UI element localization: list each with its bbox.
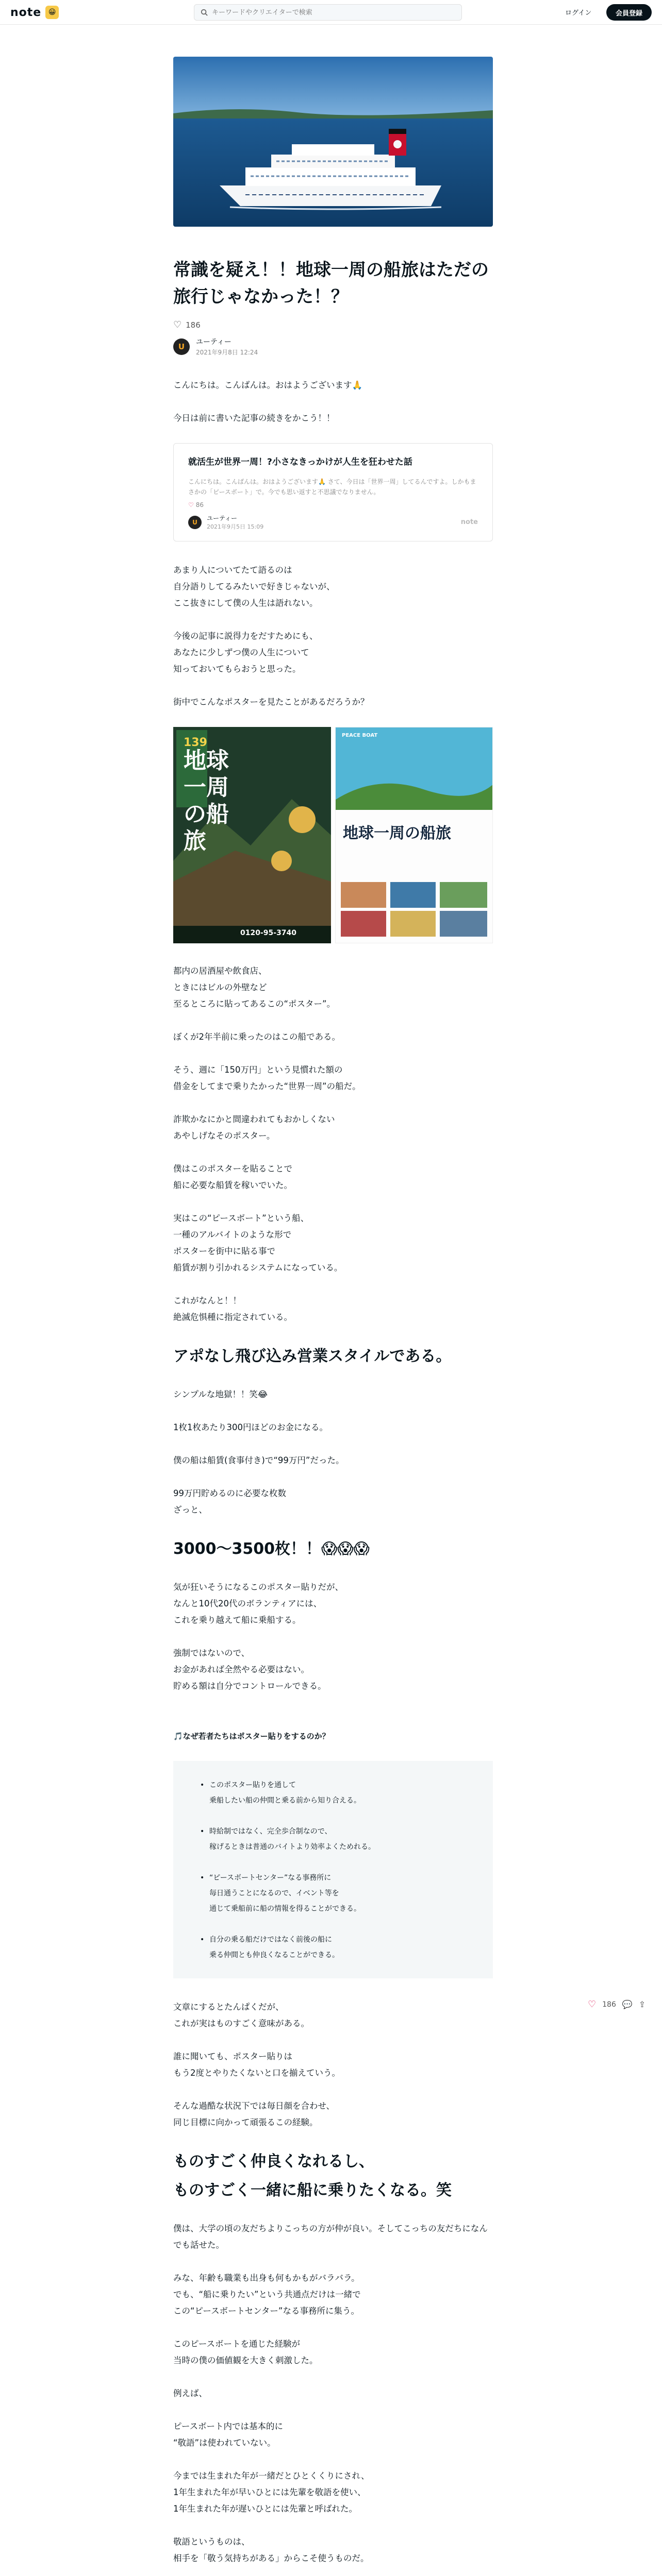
paragraph: 敬語というものは、 相手を「敬う気持ちがある」からこそ使うものだ。 xyxy=(173,2537,369,2563)
poster-left-price: 139 xyxy=(184,736,207,749)
like-count: 186 xyxy=(186,320,201,330)
paragraph: 都内の居酒屋や飲食店、 ときにはビルの外壁など 至るところに貼ってあるこの“ポスター”。 xyxy=(173,966,336,1009)
poster-images xyxy=(173,727,493,943)
paragraph: 今後の記事に説得力をだすためにも、 あなたに少しずつ僕の人生について 知っておいてもらおうと思った。 xyxy=(173,631,318,674)
paragraph: そんな過酷な状況下では毎日顔を合わせ、 同じ目標に向かって頑張るこの経験。 xyxy=(173,2101,335,2127)
search-icon xyxy=(201,9,208,16)
section-heading: 3000〜3500枚！！😱😱😱 xyxy=(173,1540,370,1558)
list-item: • 時給制ではなく、完全歩合制なので、 稼げるときは普通のバイトより効率よくためれる。 xyxy=(200,1824,472,1855)
top-header xyxy=(0,0,662,25)
chat-icon[interactable]: 💬 xyxy=(622,1999,633,2009)
note-logo[interactable] xyxy=(10,6,59,19)
embed-like-row xyxy=(188,501,478,509)
logo-text: note xyxy=(10,6,42,19)
paragraph: 僕はこのポスターを貼ることで 船に必要な船賃を稼いでいた。 xyxy=(173,1164,292,1190)
paragraph: 99万円貯めるのに必要な枚数 ざっと、 xyxy=(173,1488,286,1515)
hero-image xyxy=(173,57,493,227)
embed-like-count: 86 xyxy=(195,501,204,509)
article-body xyxy=(173,377,493,2576)
heart-icon[interactable]: ♡ xyxy=(588,1999,597,2010)
paragraph: 僕の船は船賃(食事付き)で“99万円”だった。 xyxy=(173,1455,344,1465)
article-column xyxy=(173,57,493,2576)
list-item: • 自分の乗る船だけではなく前後の船に 乗る仲間とも仲良くなることができる。 xyxy=(200,1932,472,1963)
paragraph: 詐欺かなにかと間違われてもおかしくない あやしげなそのポスター。 xyxy=(173,1114,335,1141)
signup-button[interactable]: 会員登録 xyxy=(606,4,652,21)
author-name[interactable]: ユーティー xyxy=(196,338,231,346)
article-title: 常識を疑え！！地球一周の船旅はただの旅行じゃなかった！？ xyxy=(173,260,489,307)
paragraph: 今までは生まれた年が一緒だとひとくくりにされ、 1年生まれた年が早いひとには先輩を敬語を使い、 1年生まれた年が遅いひとには先輩と呼ばれた。 xyxy=(173,2471,370,2514)
like-row xyxy=(173,319,493,330)
embed-author-avatar: U xyxy=(188,516,202,529)
publish-date: 2021年9月8日 12:24 xyxy=(196,349,258,356)
poster-left-image xyxy=(173,727,331,943)
paragraph: 僕は、大学の頃の友だちよりこっちの方が仲が良い。そしてこっちの友だちになんでも話せた。 xyxy=(173,2224,488,2250)
list-item: • “ピースボートセンター”なる事務所に 毎日通うことになるので、イベント等を 通じて乗船前に船の情報を得ることができる。 xyxy=(200,1870,472,1917)
heart-outline-icon: ♡ xyxy=(188,501,194,509)
paragraph: みな、年齢も職業も出身も何もかもがバラバラ。 でも、“船に乗りたい”という共通点だけは一緒で この“ピースボートセンター”なる事務所に集う。 xyxy=(173,2273,361,2316)
paragraph: 1枚1枚あたり300円ほどのお金になる。 xyxy=(173,1422,328,1432)
embed-brand-logo: note xyxy=(460,518,478,526)
search-box[interactable] xyxy=(194,4,462,21)
embed-excerpt: こんにちは。こんばんは。おはようございます🙏 さて、今日は「世界一周」してるんですよ。しかもまさかの「ピースボート」で。今でも思い返すと不思議でなりません。 xyxy=(188,478,476,496)
embed-author xyxy=(188,514,478,531)
paragraph: 今日は前に書いた記事の続きをかこう！！ xyxy=(173,413,335,423)
paragraph: 文章にするとたんぱくだが、 これが実はものすごく意味がある。 xyxy=(173,2002,309,2028)
poster-left-title: 地球一周の船旅 xyxy=(184,748,229,854)
embed-date: 2021年9月5日 15:09 xyxy=(207,523,264,530)
paragraph: ピースボート内では基本的に “敬語”は使われていない。 xyxy=(173,2421,284,2448)
side-action-bar xyxy=(588,1999,646,2010)
paragraph: 例えば、 xyxy=(173,2388,207,2398)
sub-heading: 🎵なぜ若者たちはポスター貼りをするのか？ xyxy=(173,1732,330,1741)
side-like-count: 186 xyxy=(602,2000,616,2009)
embedded-article-card[interactable] xyxy=(173,443,493,541)
list-item: • このポスター貼りを通して 乗船したい船の仲間と乗る前から知り合える。 xyxy=(200,1777,472,1808)
section-heading: ものすごく仲良くなれるし、 ものすごく一緒に船に乗りたくなる。笑 xyxy=(173,2153,452,2199)
paragraph: シンプルな地獄！！笑😂 xyxy=(173,1389,268,1399)
poster-left-phone: 0120-95-3740 xyxy=(240,929,297,937)
bullet-list-box xyxy=(173,1761,493,1978)
share-icon[interactable]: ⇪ xyxy=(638,1999,646,2009)
paragraph: ぼくが2年半前に乗ったのはこの船である。 xyxy=(173,1032,340,1042)
paragraph: このピースボートを通じた経験が 当時の僕の価値観を大きく刺激した。 xyxy=(173,2339,318,2365)
paragraph: 街中でこんなポスターを見たことがあるだろうか？ xyxy=(173,697,369,707)
section-heading: アポなし飛び込み営業スタイルである。 xyxy=(173,1347,452,1365)
paragraph: 気が狂いそうになるこのポスター貼りだが、 なんと10代20代のボランティアには、 これを乗り越えて船に乗船する。 xyxy=(173,1582,343,1625)
poster-right-image xyxy=(335,727,493,943)
search-input[interactable] xyxy=(212,9,454,16)
heart-outline-icon[interactable]: ♡ xyxy=(173,319,182,330)
poster-right-brand: PEACE BOAT xyxy=(342,733,378,738)
paragraph: あまり人についてたて語るのは 自分語りしてるみたいで好きじゃないが、 ここ抜きにして僕の人生は語れない。 xyxy=(173,565,335,608)
paragraph: これがなんと！！ 絶滅危惧種に指定されている。 xyxy=(173,1296,292,1322)
paragraph: 誰に聞いても、ポスター貼りは もう2度とやりたくないと口を揃えていう。 xyxy=(173,2052,340,2078)
author-avatar[interactable]: U xyxy=(173,338,190,355)
embed-author-name: ユーティー xyxy=(207,515,238,522)
logo-badge-icon: 😀 xyxy=(45,6,59,19)
paragraph: 実はこの“ピースボート”という船、 一種のアルバイトのような形で ポスターを街中に貼る事で 船賃が割り引かれるシステムになっている。 xyxy=(173,1213,343,1273)
embed-title[interactable]: 就活生が世界一周！?小さなきっかけが人生を狂わせた話 xyxy=(188,457,412,467)
paragraph: こんにちは。こんばんは。おはようございます🙏 xyxy=(173,380,363,390)
poster-right-title: 地球一周の船旅 xyxy=(343,824,451,842)
login-link[interactable]: ログイン xyxy=(565,9,592,17)
paragraph: 強制ではないので、 お金があれば全然やる必要はない。 貯める額は自分でコントロールできる。 xyxy=(173,1648,326,1691)
author-info[interactable] xyxy=(173,336,493,357)
paragraph: そう、週に「150万円」という見慣れた額の 借金をしてまで乗りたかった“世界一周”の船だ。 xyxy=(173,1065,361,1091)
